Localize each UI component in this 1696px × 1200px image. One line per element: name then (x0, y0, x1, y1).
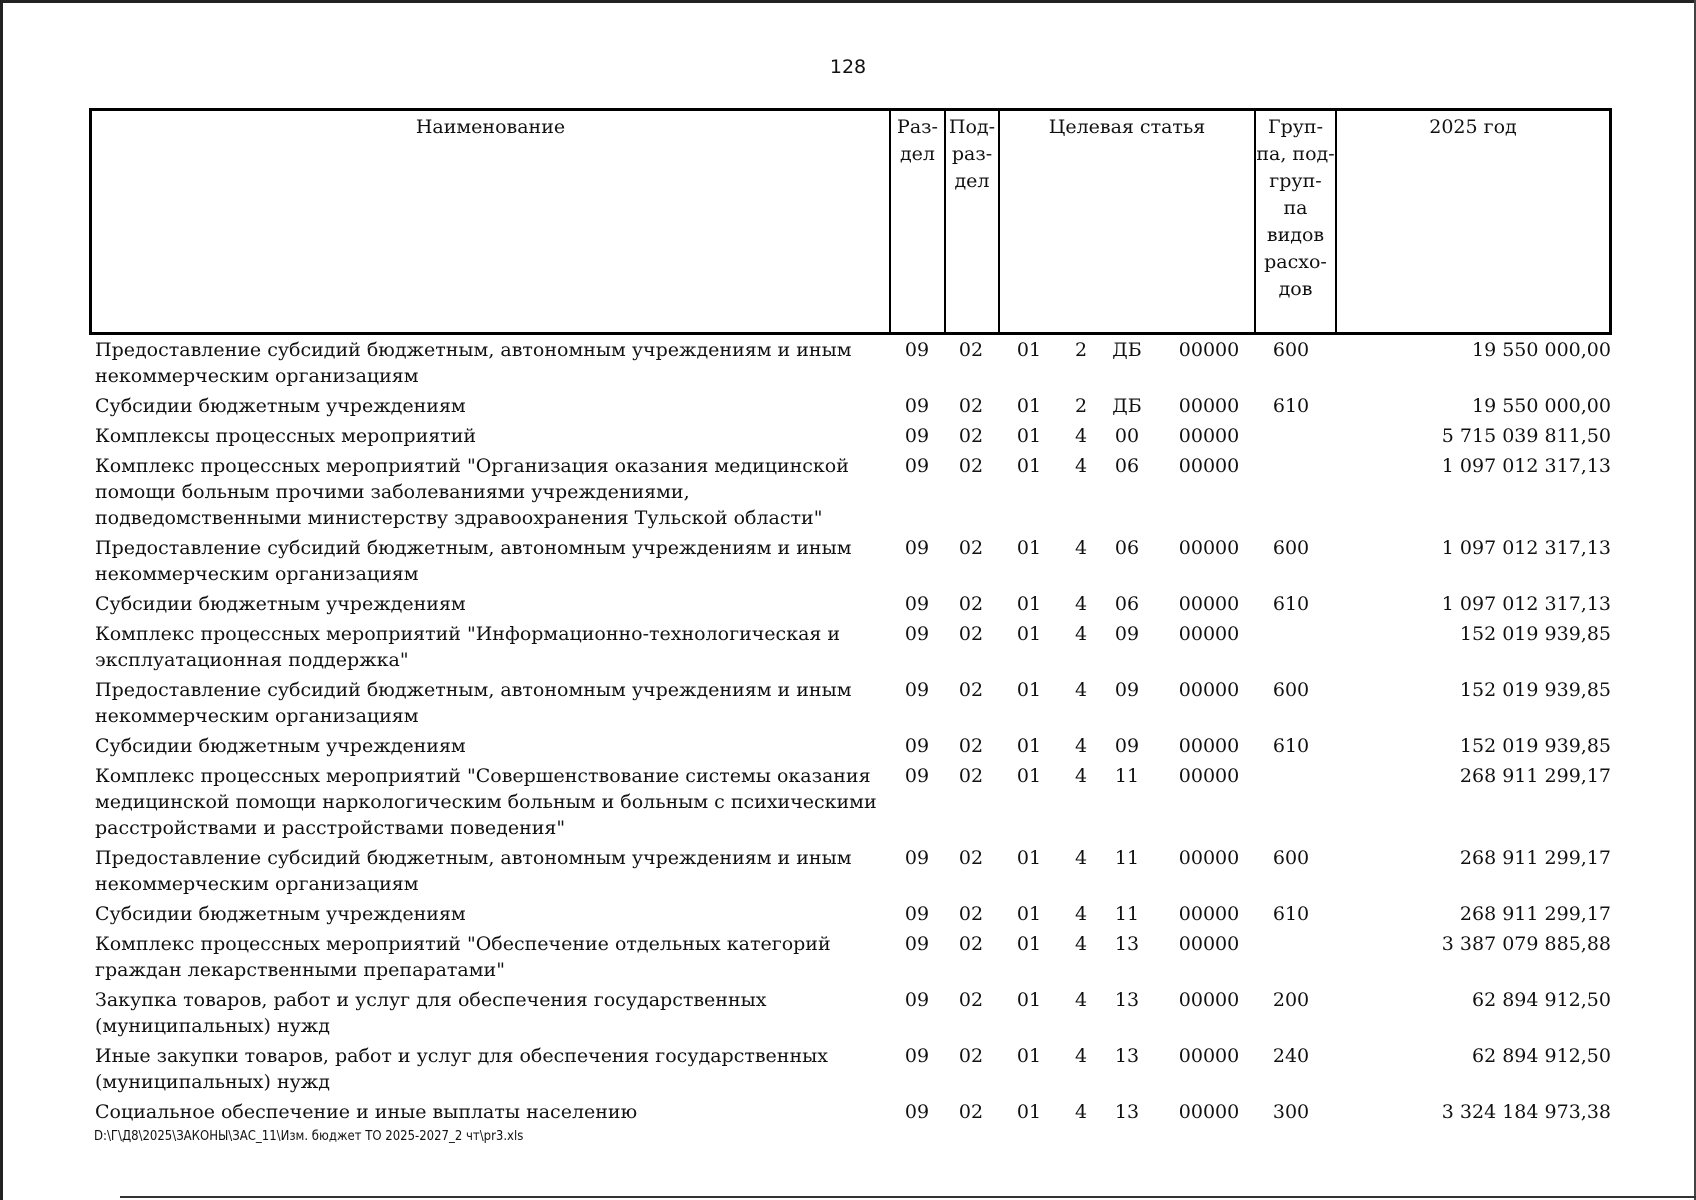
table-body (89, 336, 1612, 1128)
row-cs1: 01 (1016, 425, 1042, 447)
row-cs3: 06 (1114, 593, 1140, 615)
row-rz: 09 (904, 395, 930, 417)
row-cs2: 2 (1074, 339, 1088, 361)
row-amount: 152 019 939,85 (1459, 679, 1611, 701)
table-row (89, 392, 1612, 422)
row-name: Предоставление субсидий бюджетным, автономным учреждениям и иным некоммерческим организациям (95, 847, 852, 895)
row-cs4: 00000 (1178, 989, 1240, 1011)
row-cs2: 4 (1074, 765, 1088, 787)
row-cs1: 01 (1016, 623, 1042, 645)
table-row (89, 900, 1612, 930)
row-cs1: 01 (1016, 765, 1042, 787)
header-podrazdel-line: раз- (951, 143, 993, 165)
row-pr: 02 (958, 425, 984, 447)
row-cs1: 01 (1016, 395, 1042, 417)
row-name: Комплекс процессных мероприятий "Организация оказания медицинской помощи больным прочими заболеваниями учреждениями, подведомственными министерству здравоохранения Тульской области" (95, 455, 849, 529)
row-cs3: 13 (1114, 933, 1140, 955)
row-pr: 02 (958, 989, 984, 1011)
row-cs3: 11 (1114, 903, 1140, 925)
row-pr: 02 (958, 339, 984, 361)
row-pr: 02 (958, 679, 984, 701)
table-row (89, 930, 1612, 986)
row-rz: 09 (904, 765, 930, 787)
row-name: Комплекс процессных мероприятий "Обеспечение отдельных категорий граждан лекарственными препаратами" (95, 933, 831, 981)
row-cs2: 4 (1074, 989, 1088, 1011)
row-amount: 19 550 000,00 (1471, 339, 1611, 361)
row-pr: 02 (958, 1045, 984, 1067)
table-row (89, 422, 1612, 452)
row-rz: 09 (904, 455, 930, 477)
header-tselevaya-statya (998, 111, 1254, 332)
row-cs3: 00 (1114, 425, 1140, 447)
row-cs1: 01 (1016, 679, 1042, 701)
row-cs4: 00000 (1178, 1045, 1240, 1067)
header-gruppa-line: расхо- (1264, 251, 1327, 273)
row-cs1: 01 (1016, 339, 1042, 361)
row-name: Субсидии бюджетным учреждениям (95, 395, 466, 417)
row-amount: 1 097 012 317,13 (1441, 593, 1611, 615)
row-rz: 09 (904, 989, 930, 1011)
row-cs3: 13 (1114, 989, 1140, 1011)
row-pr: 02 (958, 903, 984, 925)
header-gruppa-line: груп- (1269, 170, 1322, 192)
header-podrazdel-line: Под- (948, 116, 996, 138)
row-cs4: 00000 (1178, 1101, 1240, 1123)
row-name: Предоставление субсидий бюджетным, автономным учреждениям и иным некоммерческим организациям (95, 537, 852, 585)
row-cs2: 4 (1074, 847, 1088, 869)
row-name: Социальное обеспечение и иные выплаты населению (95, 1101, 638, 1123)
table-row (89, 452, 1612, 534)
row-amount: 62 894 912,50 (1471, 1045, 1611, 1067)
row-cs3: 11 (1114, 847, 1140, 869)
row-pr: 02 (958, 395, 984, 417)
header-podrazdel-line: дел (954, 170, 990, 192)
row-amount: 3 387 079 885,88 (1441, 933, 1611, 955)
header-podrazdel (944, 111, 998, 332)
row-vr: 200 (1272, 989, 1310, 1011)
table-row (89, 762, 1612, 844)
row-cs4: 00000 (1178, 593, 1240, 615)
row-cs2: 4 (1074, 903, 1088, 925)
row-name: Иные закупки товаров, работ и услуг для обеспечения государственных (муниципальных) нужд (95, 1045, 828, 1093)
header-razdel-line: Раз- (897, 116, 938, 138)
row-rz: 09 (904, 847, 930, 869)
row-cs1: 01 (1016, 537, 1042, 559)
row-pr: 02 (958, 455, 984, 477)
scan-border-bottom (120, 1196, 1696, 1198)
row-cs3: 13 (1114, 1045, 1140, 1067)
row-cs2: 4 (1074, 455, 1088, 477)
table-row (89, 676, 1612, 732)
header-tselevaya-label: Целевая статья (1048, 116, 1206, 138)
row-amount: 152 019 939,85 (1459, 735, 1611, 757)
row-cs1: 01 (1016, 593, 1042, 615)
table-row (89, 620, 1612, 676)
row-cs3: ДБ (1112, 339, 1142, 361)
row-rz: 09 (904, 623, 930, 645)
row-cs4: 00000 (1178, 455, 1240, 477)
header-gruppa (1254, 111, 1335, 332)
table-row (89, 732, 1612, 762)
row-amount: 5 715 039 811,50 (1441, 425, 1611, 447)
row-cs1: 01 (1016, 1101, 1042, 1123)
row-cs2: 4 (1074, 537, 1088, 559)
row-name: Предоставление субсидий бюджетным, автономным учреждениям и иным некоммерческим организациям (95, 339, 852, 387)
row-name: Субсидии бюджетным учреждениям (95, 735, 466, 757)
row-cs4: 00000 (1178, 933, 1240, 955)
row-vr: 600 (1272, 537, 1310, 559)
row-pr: 02 (958, 593, 984, 615)
header-name-label: Наименование (415, 116, 566, 138)
row-rz: 09 (904, 537, 930, 559)
row-amount: 268 911 299,17 (1459, 765, 1611, 787)
row-cs1: 01 (1016, 847, 1042, 869)
row-name: Закупка товаров, работ и услуг для обеспечения государственных (муниципальных) нужд (95, 989, 767, 1037)
row-cs4: 00000 (1178, 395, 1240, 417)
row-cs2: 4 (1074, 679, 1088, 701)
row-cs2: 4 (1074, 593, 1088, 615)
row-cs2: 4 (1074, 623, 1088, 645)
row-vr: 610 (1272, 735, 1310, 757)
row-amount: 1 097 012 317,13 (1441, 455, 1611, 477)
row-vr: 600 (1272, 847, 1310, 869)
table-row (89, 534, 1612, 590)
row-cs3: 06 (1114, 537, 1140, 559)
page-number: 128 (829, 56, 867, 78)
row-cs4: 00000 (1178, 537, 1240, 559)
row-cs2: 2 (1074, 395, 1088, 417)
table-row (89, 336, 1612, 392)
row-name: Комплексы процессных мероприятий (95, 425, 477, 447)
row-cs3: 13 (1114, 1101, 1140, 1123)
row-name: Комплекс процессных мероприятий "Совершенствование системы оказания медицинской помощи наркологическим больным и больным с психическими расстройствами и расстройствами поведения" (95, 765, 877, 839)
row-amount: 62 894 912,50 (1471, 989, 1611, 1011)
scan-border-left (0, 0, 3, 1200)
row-name: Комплекс процессных мероприятий "Информационно-технологическая и эксплуатационная поддержка" (95, 623, 841, 671)
header-razdel-line: дел (899, 143, 935, 165)
row-cs1: 01 (1016, 735, 1042, 757)
file-path-footer: D:\Г\Д8\2025\ЗАКОНЫ\ЗАС_11\Изм. бюджет ТО 2025-2027_2 чт\pr3.xls (94, 1129, 524, 1144)
row-cs1: 01 (1016, 933, 1042, 955)
row-amount: 152 019 939,85 (1459, 623, 1611, 645)
row-cs1: 01 (1016, 989, 1042, 1011)
row-vr: 300 (1272, 1101, 1310, 1123)
table-row (89, 1098, 1612, 1128)
row-amount: 3 324 184 973,38 (1441, 1101, 1611, 1123)
row-pr: 02 (958, 765, 984, 787)
row-vr: 610 (1272, 903, 1310, 925)
row-cs4: 00000 (1178, 765, 1240, 787)
scan-border-top (0, 0, 1696, 3)
header-gruppa-line: видов (1266, 224, 1325, 246)
row-pr: 02 (958, 735, 984, 757)
row-rz: 09 (904, 933, 930, 955)
header-gruppa-line: дов (1278, 278, 1313, 300)
row-rz: 09 (904, 679, 930, 701)
row-cs4: 00000 (1178, 339, 1240, 361)
table-row (89, 844, 1612, 900)
header-razdel (889, 111, 944, 332)
row-amount: 268 911 299,17 (1459, 903, 1611, 925)
row-cs1: 01 (1016, 903, 1042, 925)
row-cs2: 4 (1074, 1101, 1088, 1123)
table-row (89, 986, 1612, 1042)
header-year-label: 2025 год (1429, 116, 1517, 138)
row-cs4: 00000 (1178, 425, 1240, 447)
row-cs1: 01 (1016, 455, 1042, 477)
header-year (1335, 111, 1609, 332)
table-row (89, 590, 1612, 620)
row-cs4: 00000 (1178, 623, 1240, 645)
row-amount: 1 097 012 317,13 (1441, 537, 1611, 559)
row-cs3: 11 (1114, 765, 1140, 787)
row-vr: 600 (1272, 339, 1310, 361)
row-name: Предоставление субсидий бюджетным, автономным учреждениям и иным некоммерческим организациям (95, 679, 852, 727)
row-name: Субсидии бюджетным учреждениям (95, 903, 466, 925)
row-cs1: 01 (1016, 1045, 1042, 1067)
row-cs4: 00000 (1178, 903, 1240, 925)
row-rz: 09 (904, 903, 930, 925)
row-pr: 02 (958, 1101, 984, 1123)
row-vr: 600 (1272, 679, 1310, 701)
row-cs3: 09 (1114, 623, 1140, 645)
row-cs3: 09 (1114, 735, 1140, 757)
row-cs2: 4 (1074, 1045, 1088, 1067)
table-header (89, 108, 1612, 335)
row-pr: 02 (958, 623, 984, 645)
row-vr: 610 (1272, 395, 1310, 417)
header-gruppa-line: па, под- (1256, 143, 1335, 165)
row-pr: 02 (958, 933, 984, 955)
row-vr: 240 (1272, 1045, 1310, 1067)
row-pr: 02 (958, 847, 984, 869)
row-cs3: 09 (1114, 679, 1140, 701)
table-row (89, 1042, 1612, 1098)
header-name (92, 111, 889, 332)
row-cs3: 06 (1114, 455, 1140, 477)
header-gruppa-line: па (1283, 197, 1308, 219)
row-cs2: 4 (1074, 735, 1088, 757)
row-cs4: 00000 (1178, 735, 1240, 757)
row-rz: 09 (904, 735, 930, 757)
row-pr: 02 (958, 537, 984, 559)
row-vr: 610 (1272, 593, 1310, 615)
row-rz: 09 (904, 1101, 930, 1123)
row-cs4: 00000 (1178, 847, 1240, 869)
row-rz: 09 (904, 339, 930, 361)
header-gruppa-line: Груп- (1267, 116, 1323, 138)
row-cs3: ДБ (1112, 395, 1142, 417)
row-cs2: 4 (1074, 425, 1088, 447)
row-amount: 268 911 299,17 (1459, 847, 1611, 869)
row-name: Субсидии бюджетным учреждениям (95, 593, 466, 615)
row-amount: 19 550 000,00 (1471, 395, 1611, 417)
row-cs4: 00000 (1178, 679, 1240, 701)
row-rz: 09 (904, 593, 930, 615)
row-rz: 09 (904, 1045, 930, 1067)
row-rz: 09 (904, 425, 930, 447)
row-cs2: 4 (1074, 933, 1088, 955)
